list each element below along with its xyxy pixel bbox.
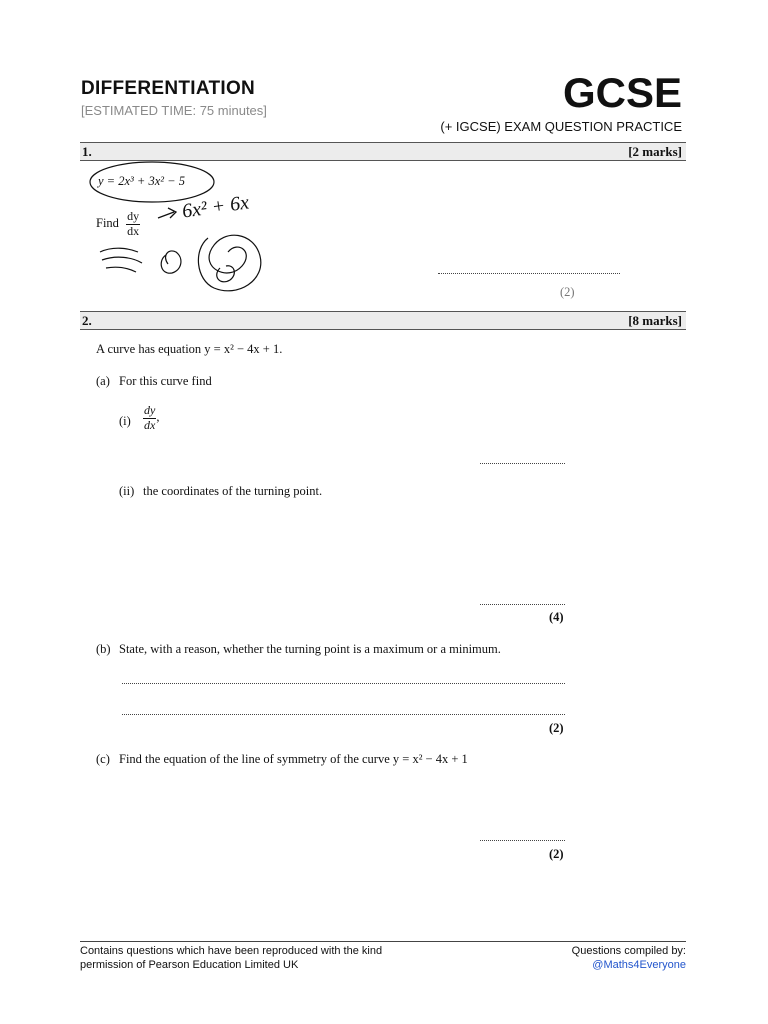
q2b-answer-line-1[interactable] bbox=[122, 683, 565, 684]
question-number: 1. bbox=[82, 144, 92, 159]
q2ai-label: (i) bbox=[119, 414, 131, 428]
page-subtitle: (+ IGCSE) EXAM QUESTION PRACTICE bbox=[440, 119, 682, 134]
q2aii-answer-line[interactable] bbox=[480, 604, 565, 605]
q2a-marks: (4) bbox=[549, 610, 564, 624]
q2c-answer-line[interactable] bbox=[480, 840, 565, 841]
numerator: dy bbox=[127, 209, 140, 223]
handwritten-answer: 6x² + 6x bbox=[180, 191, 251, 223]
question-marks: [2 marks] bbox=[628, 144, 682, 159]
q2-intro: A curve has equation y = x² − 4x + 1. bbox=[96, 342, 283, 356]
q1-equation: y = 2x³ + 3x² − 5 bbox=[98, 174, 185, 188]
footer-copyright-line-1: Contains questions which have been reproduced with the kind bbox=[80, 945, 383, 957]
q2aii-text: the coordinates of the turning point. bbox=[143, 484, 323, 498]
numerator: dy bbox=[144, 403, 156, 417]
q2ai-fraction bbox=[143, 404, 159, 433]
q1-answer-line[interactable] bbox=[438, 273, 620, 274]
q2b-marks: (2) bbox=[549, 721, 564, 735]
q2ai-answer-line[interactable] bbox=[480, 463, 565, 464]
line-scribble bbox=[100, 248, 142, 272]
level-title: GCSE bbox=[562, 69, 682, 116]
comma: , bbox=[156, 410, 160, 425]
find-label: Find bbox=[96, 216, 119, 231]
dy-dx-fraction bbox=[143, 404, 156, 433]
denominator: dx bbox=[144, 417, 156, 432]
question-2-header bbox=[80, 311, 686, 330]
arrow-scribble bbox=[158, 208, 176, 218]
q1-marks: (2) bbox=[560, 285, 575, 299]
footer-copyright bbox=[80, 944, 382, 972]
footer-copyright-line-2: permission of Pearson Education Limited UK bbox=[80, 959, 299, 971]
denominator: dx bbox=[127, 223, 140, 238]
loop-scribble bbox=[161, 251, 181, 273]
handwriting-scribbles bbox=[88, 160, 278, 300]
q2b-label: (b) bbox=[96, 642, 111, 656]
q2b-answer-line-2[interactable] bbox=[122, 714, 565, 715]
footer-divider bbox=[80, 941, 686, 942]
q2a-text: For this curve find bbox=[119, 374, 212, 388]
q2c-label: (c) bbox=[96, 752, 110, 766]
question-number: 2. bbox=[82, 313, 92, 328]
question-marks: [8 marks] bbox=[628, 313, 682, 328]
footer-credit-line-1: Questions compiled by: bbox=[571, 945, 686, 957]
circle-scribble bbox=[90, 162, 214, 202]
page-title: DIFFERENTIATION bbox=[81, 78, 256, 99]
question-1-header bbox=[80, 142, 686, 161]
footer-credit bbox=[572, 944, 686, 972]
q2aii-label: (ii) bbox=[119, 484, 135, 498]
scribble-mass bbox=[198, 235, 260, 291]
q2c-text: Find the equation of the line of symmetry of the curve y = x² − 4x + 1 bbox=[119, 752, 468, 766]
q2a-label: (a) bbox=[96, 374, 110, 388]
q2b-text: State, with a reason, whether the turning point is a maximum or a minimum. bbox=[119, 642, 501, 656]
q2c-marks: (2) bbox=[549, 847, 564, 861]
estimated-time: [ESTIMATED TIME: 75 minutes] bbox=[81, 103, 267, 118]
footer-credit-link[interactable]: @Maths4Everyone bbox=[592, 959, 686, 971]
small-loop-scribble bbox=[217, 266, 235, 282]
